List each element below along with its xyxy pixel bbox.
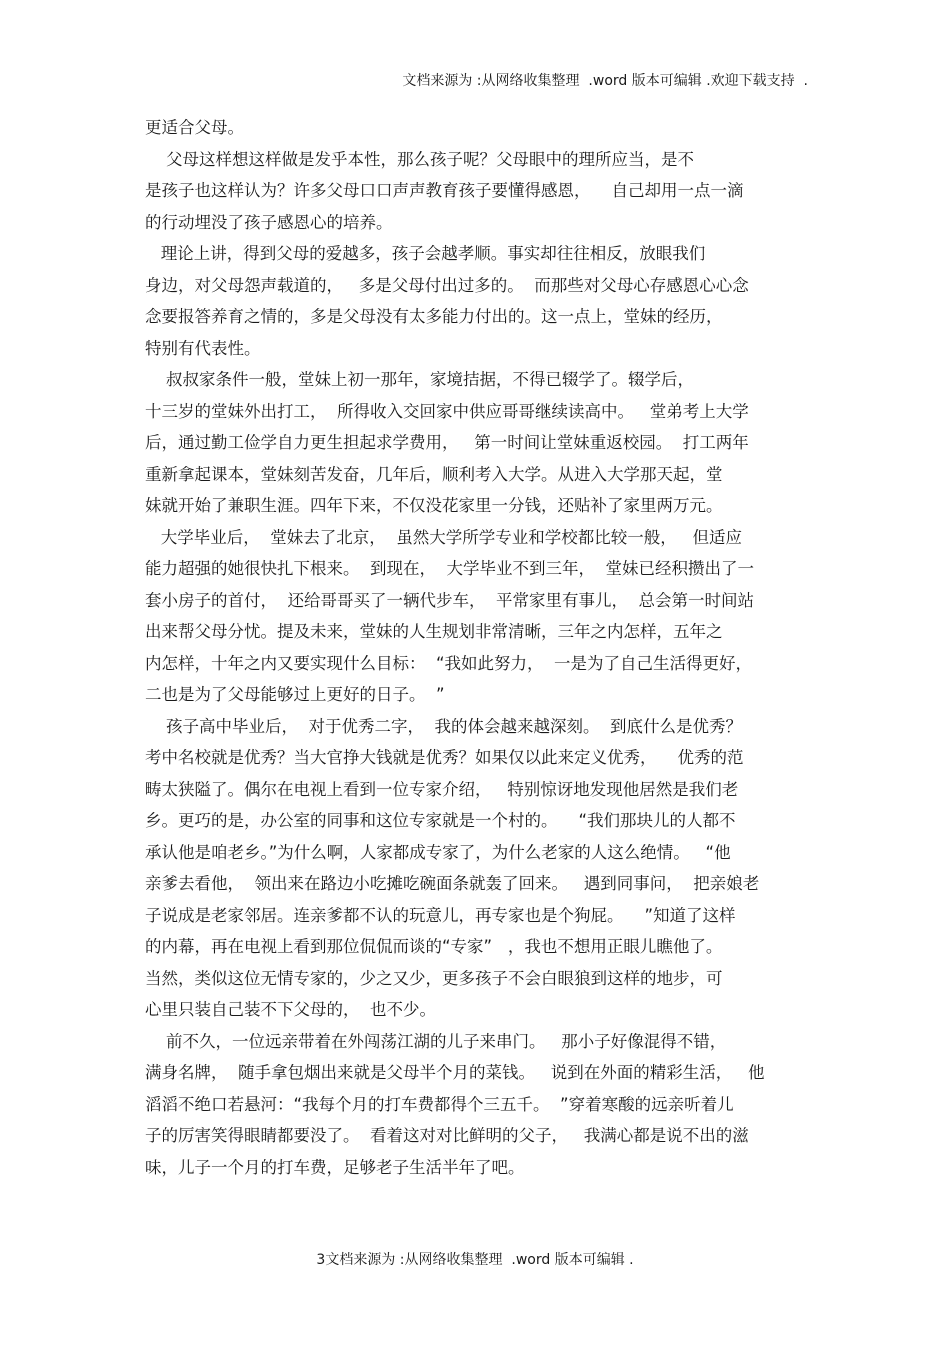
- text-line: 妹就开始了兼职生涯。四年下来，不仅没花家里一分钱，还贴补了家里两万元。: [145, 496, 723, 515]
- text-line: 出来帮父母分忧。提及未来，堂妹的人生规划非常清晰，三年之内怎样，五年之: [145, 622, 723, 641]
- text-line: 身边，对父母怨声载道的， 多是父母付出过多的。 而那些对父母心存感恩心心念: [145, 275, 749, 295]
- page-footer: 3文档来源为 :从网络收集整理 .word 版本可编辑 .: [316, 1252, 634, 1268]
- text-line: 十三岁的堂妹外出打工， 所得收入交回家中供应哥哥继续读高中。 堂弟考上大学: [145, 401, 749, 421]
- text-line: 孩子高中毕业后， 对于优秀二字， 我的体会越来越深刻。 到底什么是优秀？: [145, 716, 742, 736]
- text-line: 子的厉害笑得眼睛都要没了。 看着这对对比鲜明的父子， 我满心都是说不出的滋: [145, 1126, 749, 1145]
- text-line: 更适合父母。: [145, 118, 244, 137]
- text-line: 叔叔家条件一般，堂妹上初一那年，家境拮据，不得已辍学了。辍学后，: [145, 370, 694, 389]
- text-line: 心里只装自己装不下父母的， 也不少。: [145, 1000, 436, 1019]
- text-line: 的行动埋没了孩子感恩心的培养。: [145, 212, 393, 232]
- document-body: [145, 112, 810, 1183]
- text-line: 的内幕，再在电视上看到那位侃侃而谈的“专家” ，我也不想用正眼儿瞧他了。: [145, 937, 723, 956]
- text-line: 畴太狭隘了。偶尔在电视上看到一位专家介绍， 特别惊讶地发现他居然是我们老: [145, 779, 739, 799]
- text-line: 当然，类似这位无情专家的，少之又少，更多孩子不会白眼狼到这样的地步，可: [145, 968, 723, 988]
- text-line: 考中名校就是优秀？当大官挣大钱就是优秀？如果仅以此来定义优秀， 优秀的范: [145, 748, 744, 767]
- text-line: 理论上讲，得到父母的爱越多，孩子会越孝顺。事实却往往相反，放眼我们: [145, 244, 706, 263]
- text-line: 承认他是咱老乡。”为什么啊，人家都成专家了，为什么老家的人这么绝情。 “他: [145, 842, 731, 862]
- text-line: 父母这样想这样做是发乎本性，那么孩子呢？父母眼中的理所应当，是不: [145, 149, 694, 169]
- text-line: 乡。更巧的是，办公室的同事和这位专家就是一个村的。 “我们那块儿的人都不: [145, 811, 736, 830]
- text-line: 亲爹去看他， 领出来在路边小吃摊吃碗面条就轰了回来。 遇到同事问， 把亲娘老: [145, 874, 760, 893]
- text-line: 能力超强的她很快扎下根来。 到现在， 大学毕业不到三年， 堂妹已经积攒出了一: [145, 559, 754, 578]
- text-line: 后，通过勤工俭学自力更生担起求学费用， 第一时间让堂妹重返校园。 打工两年: [145, 433, 749, 452]
- text-line: 滔滔不绝口若悬河：“我每个月的打车费都得个三五千。 ”穿着寒酸的远亲听着儿: [145, 1094, 734, 1114]
- text-line: 子说成是老家邻居。连亲爹都不认的玩意儿，再专家也是个狗屁。 ”知道了这样: [145, 905, 736, 925]
- text-line: 二也是为了父母能够过上更好的日子。 ”: [145, 685, 445, 704]
- page-header: 文档来源为 :从网络收集整理 .word 版本可编辑 .欢迎下载支持 .: [402, 73, 808, 89]
- text-line: 重新拿起课本，堂妹刻苦发奋，几年后，顺利考入大学。从进入大学那天起，堂: [145, 464, 723, 484]
- text-line: 套小房子的首付， 还给哥哥买了一辆代步车， 平常家里有事儿， 总会第一时间站: [145, 590, 754, 610]
- text-line: 前不久，一位远亲带着在外闯荡江湖的儿子来串门。 那小子好像混得不错，: [145, 1031, 727, 1051]
- text-line: 大学毕业后， 堂妹去了北京， 虽然大学所学专业和学校都比较一般， 但适应: [145, 527, 742, 547]
- text-line: 满身名牌， 随手拿包烟出来就是父母半个月的菜钱。 说到在外面的精彩生活， 他: [145, 1063, 765, 1082]
- text-line: 味，儿子一个月的打车费，足够老子生活半年了吧。: [145, 1157, 525, 1177]
- text-line: 是孩子也这样认为？许多父母口口声声教育孩子要懂得感恩， 自己却用一点一滴: [145, 181, 744, 200]
- text-line: 念要报答养育之情的，多是父母没有太多能力付出的。这一点上，堂妹的经历，: [145, 307, 723, 326]
- text-line: 特别有代表性。: [145, 338, 261, 358]
- text-line: 内怎样，十年之内又要实现什么目标： “我如此努力， 一是为了自己生活得更好，: [145, 653, 753, 673]
